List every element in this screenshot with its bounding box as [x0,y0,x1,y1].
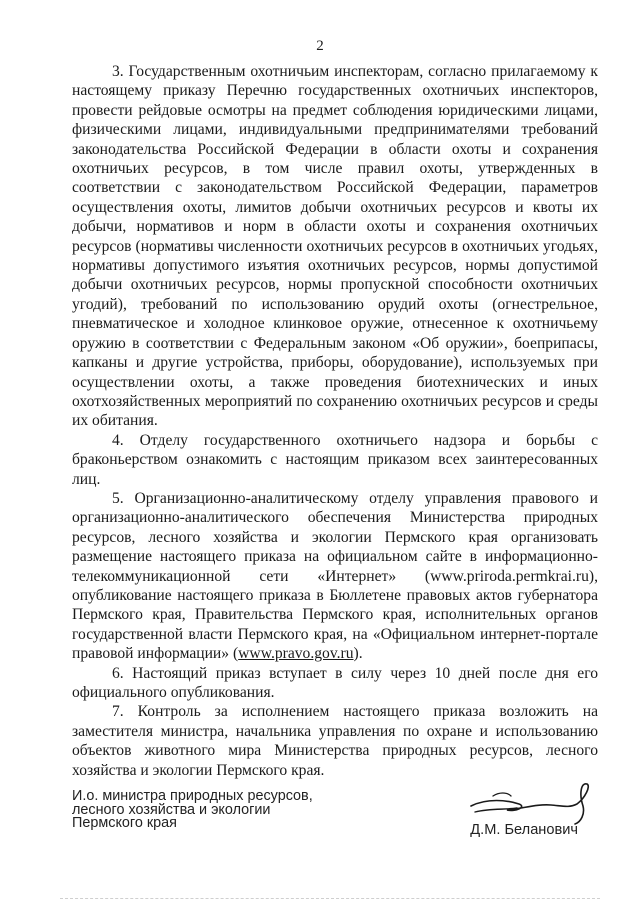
document-body [72,62,598,780]
pravo-gov-link[interactable]: www.pravo.gov.ru [238,645,354,663]
paragraph-5 [72,489,598,664]
handwritten-signature [467,778,607,828]
signatory-title-line-2: лесного хозяйства и экологии [72,801,271,818]
signatory-title [72,790,313,831]
signatory-title-line-1: И.о. министра природных ресурсов, [72,788,313,804]
signature-block [72,790,598,850]
signatory-name: Д.М. Беланович [470,822,578,838]
paragraph-4: 4. Отделу государственного охотничьего надзора и борьбы с браконьерством ознакомить с настоящим приказом всех заинтересованных лиц. [72,431,598,488]
bottom-divider [60,898,600,899]
page-number: 2 [316,38,324,54]
paragraph-6: 6. Настоящий приказ вступает в силу через 10 дней после дня его официального опубликования. [72,664,598,701]
paragraph-5-end: ). [353,645,363,663]
paragraph-7: 7. Контроль за исполнением настоящего приказа возложить на заместителя министра, начальника управления по охране и использованию объектов животного мира Министерства природных ресурсов, лесного хозяйства и экологии Пермского края. [72,703,598,779]
paragraph-5-text: 5. Организационно-аналитическому отделу управления правового и организационно-аналитического обеспечения Министерства природных ресурсов, лесного хозяйства и экологии Пермского края организовать размещение настоящего приказа на официальном сайте в информационно-телекоммуникационной сети «Интернет» (www.priroda.permkrai.ru), опубликование настоящего приказа в Бюллетене правовых актов губернатора Пермского края, Правительства Пермского края, исполнительных органов государственной власти Пермского края, на «Официальном интернет-портале правовой информации» ( [72,489,598,663]
signatory-title-line-3: Пермского края [72,815,177,832]
paragraph-3: 3. Государственным охотничьим инспекторам, согласно прилагаемому к настоящему приказу Перечню государственных охотничьих инспекторов, провести рейдовые осмотры на предмет соблюдения юридическими лицами, физическими лицами, индивидуальными предпринимателями требований законодательства Российской Федерации в области охоты и сохранения охотничьих ресурсов, в том числе правил охоты, утвержденных в соответствии с законодательством Российской Федерации, параметров осуществления охоты, лимитов добычи охотничьих ресурсов и квоты их добычи, нормативов и норм в области охоты и сохранения охотничьих ресурсов (нормативы численности охотничьих ресурсов в охотничьих угодьях, нормативы допустимого изъятия охотничьих ресурсов, нормы допустимой добычи охотничьих ресурсов, нормы пропускной способности охотничьих угодий), требований по использованию орудий охоты (огнестрельное, пневматическое и холодное клинковое оружие, отнесенное к охотничьему оружию в соответствии с Федеральным законом «Об оружии», боеприпасы, капканы и другие устройства, приборы, оборудование), используемых при осуществлении охоты, а также проведения биотехнических и иных охотхозяйственных мероприятий по сохранению охотничьих ресурсов и среды их обитания. [72,63,598,430]
